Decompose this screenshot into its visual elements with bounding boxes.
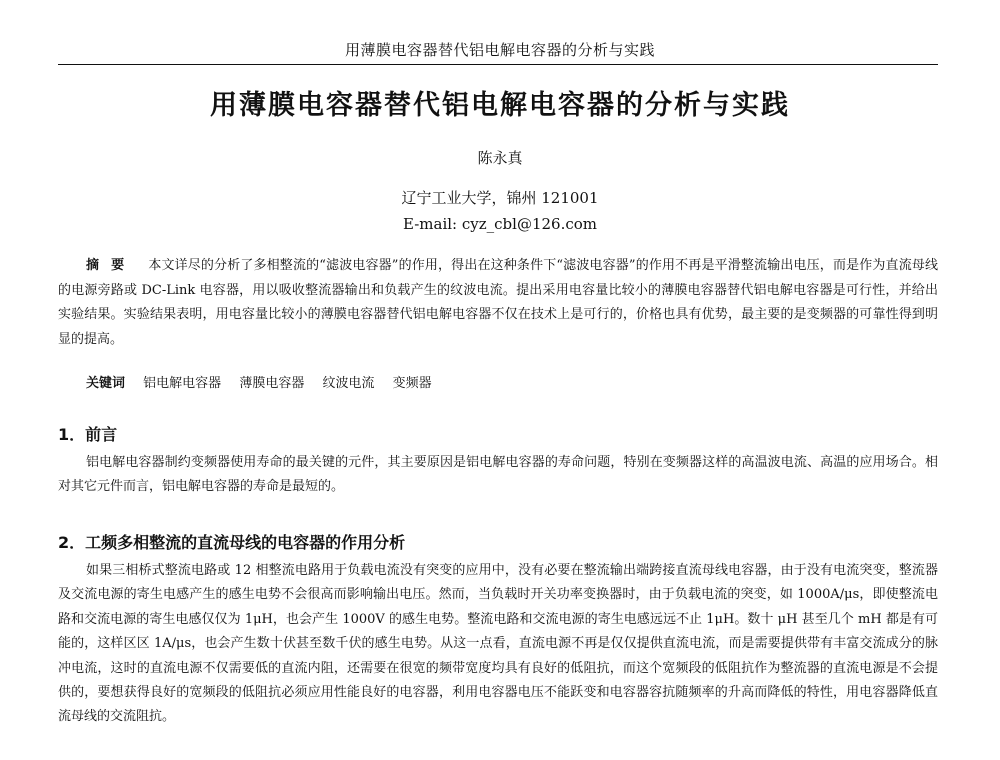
author: 陈永真 [477,149,523,167]
paper-title: 用薄膜电容器替代铝电解电容器的分析与实践 [210,90,790,121]
keywords-label: 关键词 [86,376,126,391]
header-rule [58,64,938,65]
section-paragraph: 铝电解电容器制约变频器使用寿命的最关键的元件，其主要原因是铝电解电容器的寿命问题，特别在变频器这样的高温波电流、高温的应用场合。相对其它元件而言，铝电解电容器的寿命是最短的。 [58,455,938,495]
section-heading: 2．工频多相整流的直流母线的电容器的作用分析 [58,533,406,552]
section-heading: 1．前言 [58,425,118,444]
abstract-text: 本文详尽的分析了多相整流的“滤波电容器”的作用，得出在这种条件下“滤波电容器”的作用不再是平滑整流输出电压，而是作为直流母线的电源旁路或 DC-Link 电容器，用以吸收整流器输出和负载产生的纹波电流。提出采用电容量比较小的薄膜电容器替代铝电解电容器是可行性，并给出实验结果。实验结果表明，用电容量比较小的薄膜电容器替代铝电解电容器不仅在技术上是可行的，价格也具有优势，最主要的是变频器的可靠性得到明显的提高。 [58,258,938,347]
email: E-mail: cyz_cbl@126.com [402,215,597,233]
keyword-item: 变频器 [392,376,432,391]
keywords [86,374,446,394]
keyword-item: 铝电解电容器 [143,376,222,391]
abstract [58,254,938,352]
keyword-item: 纹波电流 [322,376,375,391]
running-header: 用薄膜电容器替代铝电解电容器的分析与实践 [344,41,655,59]
abstract-label: 摘要 [86,258,137,273]
keyword-item: 薄膜电容器 [239,376,305,391]
affiliation: 辽宁工业大学，锦州 121001 [401,189,599,207]
section-paragraph: 如果三相桥式整流电路或 12 相整流电路用于负载电流没有突变的应用中，没有必要在整流输出端跨接直流母线电容器，由于没有电流突变，整流器及交流电源的寄生电感产生的感生电势不会很高而影响输出电压。然而，当负载时开关功率变换器时，由于负载电流的突变，如 1000A/μs，即使整流电路和交流电源的寄生电感仅仅为 1μH，也会产生 1000V 的感生电势。整流电路和交流电源的寄生电感远远不止 1μH。数十 μH 甚至几个 mH 都是有可能的，这样区区 1A/μs，也会产生数十伏甚至数千伏的感生电势。从这一点看，直流电源不再是仅仅提供直流电流，而是需要提供带有丰富交流成分的脉冲电流，这时的直流电源不仅需要低的直流内阻，还需要在很宽的频带宽度均具有良好的低阻抗，而这个宽频段的低阻抗作为整流器的直流电源是不会提供的，要想获得良好的宽频段的低阻抗必须应用性能良好的电容器，利用电容器电压不能跃变和电容器容抗随频率的升高而降低的特性，用电容器降低直流母线的交流阻抗。 [58,563,938,725]
